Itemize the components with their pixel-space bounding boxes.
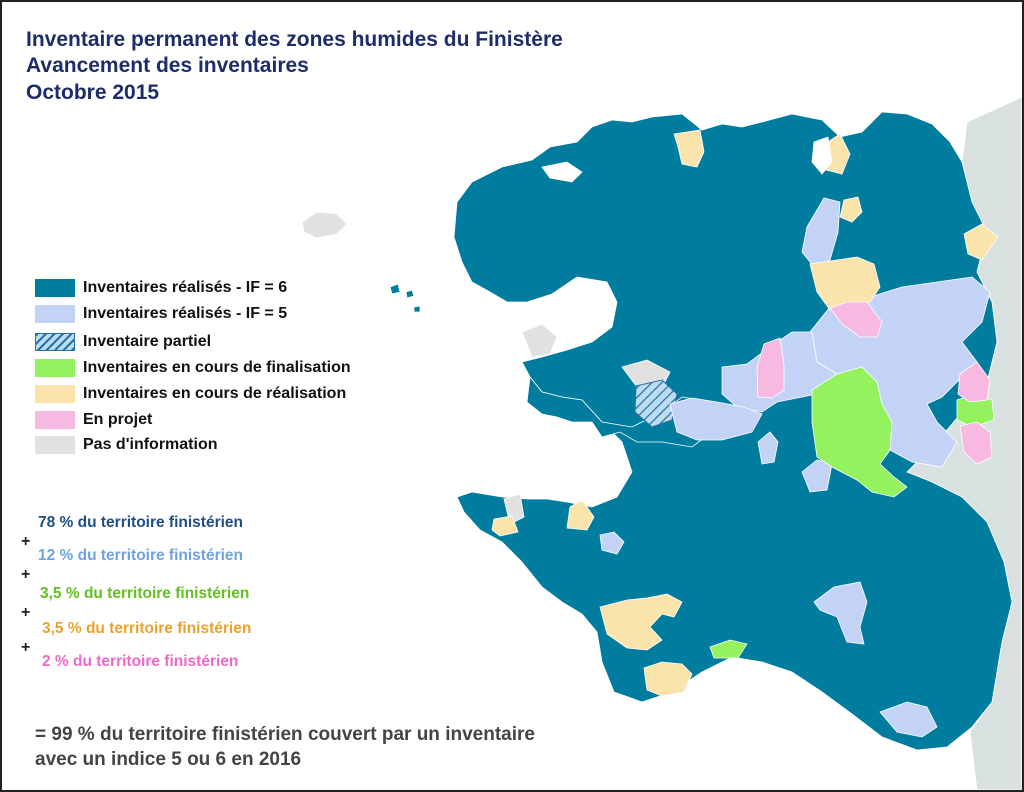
legend-item xyxy=(35,358,351,378)
ouessant-island xyxy=(302,212,347,238)
legend-item xyxy=(35,435,217,455)
plus-sign: + xyxy=(21,639,31,656)
stat-line: 78 % du territoire finistérien xyxy=(38,514,243,531)
swatch-solid-icon xyxy=(35,385,75,403)
rade-pas-info xyxy=(522,324,557,357)
swatch-hatched-icon xyxy=(35,333,75,351)
legend-label: Inventaire partiel xyxy=(83,333,212,350)
legend-item xyxy=(35,384,346,404)
conclusion-line-1: = 99 % du territoire finistérien couvert par un inventaire xyxy=(35,724,535,745)
molene-islet xyxy=(390,284,400,294)
map-date: Octobre 2015 xyxy=(26,81,160,104)
swatch-solid-icon xyxy=(35,305,75,323)
legend-item xyxy=(35,278,287,298)
swatch-solid-icon xyxy=(35,359,75,377)
sein-islet xyxy=(414,306,420,312)
plus-sign: + xyxy=(21,604,31,621)
legend-item xyxy=(35,332,211,352)
realisation-zone-south xyxy=(644,662,692,696)
legend-label: Pas d'information xyxy=(83,436,218,453)
map-title: Inventaire permanent des zones humides du Finistère xyxy=(26,28,563,51)
conclusion-line-2: avec un indice 5 ou 6 en 2016 xyxy=(35,749,302,770)
legend-item xyxy=(35,304,287,324)
swatch-solid-icon xyxy=(35,411,75,429)
swatch-solid-icon xyxy=(35,436,75,454)
plus-sign: + xyxy=(21,566,31,583)
stat-line: 3,5 % du territoire finistérien xyxy=(42,620,252,637)
legend-label: Inventaires réalisés - IF = 5 xyxy=(83,305,288,322)
swatch-solid-icon xyxy=(35,279,75,297)
legend-label: Inventaires en cours de finalisation xyxy=(83,359,351,376)
molene-islet-2 xyxy=(406,290,414,298)
stat-line: 3,5 % du territoire finistérien xyxy=(40,585,250,602)
plus-sign: + xyxy=(21,533,31,550)
legend-item xyxy=(35,410,152,430)
map-subtitle: Avancement des inventaires xyxy=(26,54,309,77)
legend-label: En projet xyxy=(83,411,153,428)
stat-line: 12 % du territoire finistérien xyxy=(38,547,243,564)
legend-label: Inventaires en cours de réalisation xyxy=(83,385,347,402)
stat-line: 2 % du territoire finistérien xyxy=(42,653,239,670)
legend-label: Inventaires réalisés - IF = 6 xyxy=(83,279,288,296)
